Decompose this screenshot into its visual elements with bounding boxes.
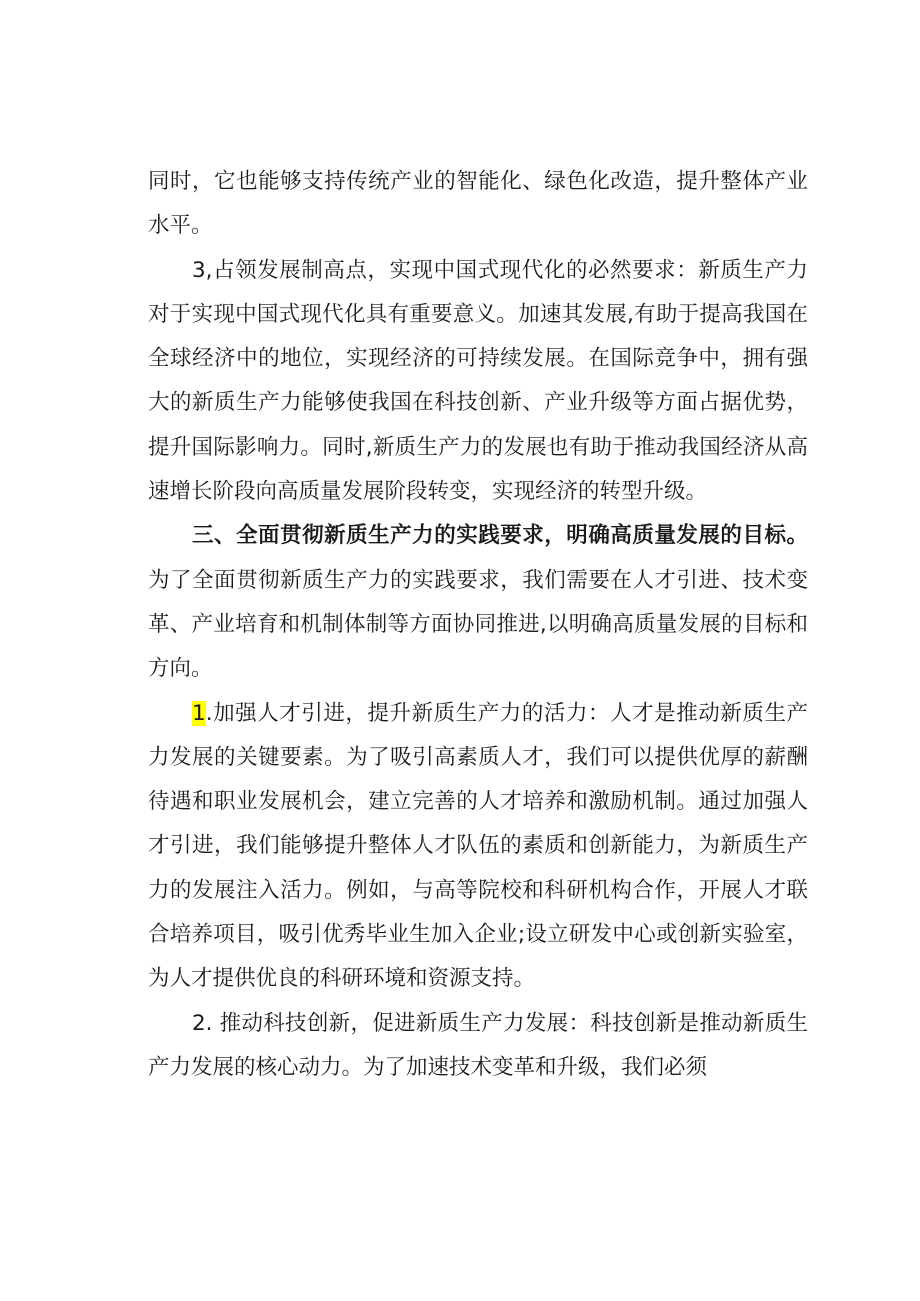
section-intro-text: 为了全面贯彻新质生产力的实践要求，我们需要在人才引进、技术变革、产业培育和机制体制等方面协同推进,以明确高质量发展的目标和方向。 [148,567,808,682]
section-heading: 三、全面贯彻新质生产力的实践要求，明确高质量发展的目标。 [192,523,808,549]
paragraph-continuation: 同时，它也能够支持传统产业的智能化、绿色化改造，提升整体产业水平。 [148,169,808,239]
paragraph-section-3 [148,514,808,691]
highlighted-marker: 1 [192,700,206,726]
paragraph-point-2: 2. 推动科技创新，促进新质生产力发展：科技创新是推动新质生产力发展的核心动力。为了加速技术变革和升级，我们必须 [148,1010,808,1080]
paragraph-point-3: 3,占领发展制高点，实现中国式现代化的必然要求：新质生产力对于实现中国式现代化具有重要意义。加速其发展,有助于提高我国在全球经济中的地位，实现经济的可持续发展。在国际竞争中，拥有强大的新质生产力能够使我国在科技创新、产业升级等方面占据优势，提升国际影响力。同时,新质生产力的发展也有助于推动我国经济从高速增长阶段向高质量发展阶段转变，实现经济的转型升级。 [148,257,808,505]
paragraph-point-1 [148,692,808,1002]
point-1-text: .加强人才引进，提升新质生产力的活力：人才是推动新质生产力发展的关键要素。为了吸引高素质人才，我们可以提供优厚的薪酬待遇和职业发展机会，建立完善的人才培养和激励机制。通过加强人才引进，我们能够提升整体人才队伍的素质和创新能力，为新质生产力的发展注入活力。例如，与高等院校和科研机构合作，开展人才联合培养项目，吸引优秀毕业生加入企业;设立研发中心或创新实验室，为人才提供优良的科研环境和资源支持。 [148,700,808,992]
document-body [148,160,808,1090]
